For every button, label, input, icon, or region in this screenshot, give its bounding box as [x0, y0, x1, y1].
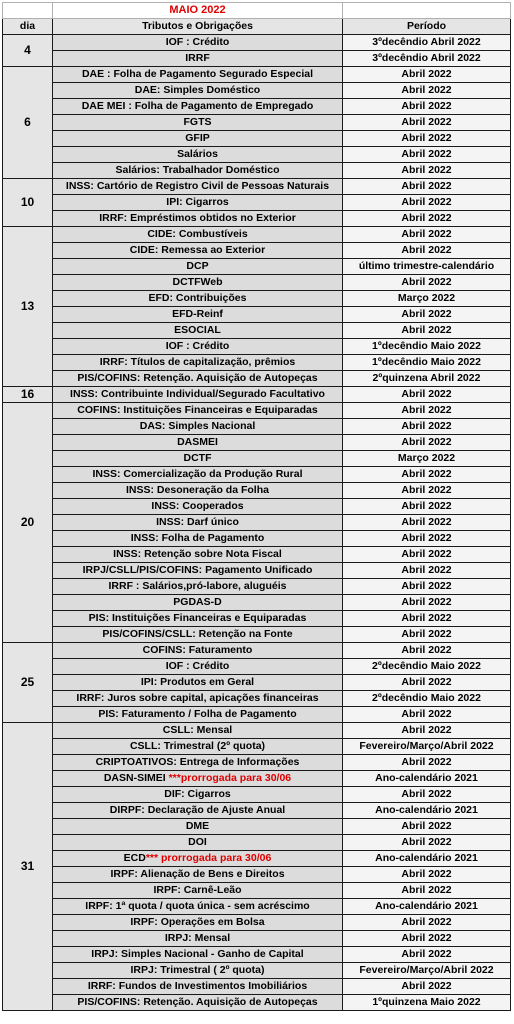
table-row [3, 835, 511, 851]
tributo-label: PIS/COFINS: Retenção. Aquisição de Autopeças [77, 372, 318, 384]
table-row [3, 755, 511, 771]
periodo-cell: Abril 2022 [343, 931, 511, 947]
calendar-sheet [2, 2, 510, 1011]
tributo-label: IPI: Cigarros [166, 196, 229, 208]
periodo-cell: Abril 2022 [343, 707, 511, 723]
tributo-label: DME [185, 820, 210, 832]
periodo-cell: Abril 2022 [343, 595, 511, 611]
day-cell: 13 [3, 227, 53, 387]
tributo-cell [53, 947, 343, 963]
table-row [3, 35, 511, 51]
tributo-cell [53, 723, 343, 739]
periodo-cell: Março 2022 [343, 451, 511, 467]
tributo-cell [53, 115, 343, 131]
tributo-label: EFD: Contribuições [148, 292, 247, 304]
periodo-cell: Abril 2022 [343, 163, 511, 179]
tributo-cell [53, 707, 343, 723]
periodo-cell: Abril 2022 [343, 67, 511, 83]
tributo-cell [53, 259, 343, 275]
table-row [3, 195, 511, 211]
periodo-cell: Abril 2022 [343, 531, 511, 547]
periodo-cell: Abril 2022 [343, 403, 511, 419]
tributo-label: IRPF: 1ª quota / quota única - sem acréscimo [85, 900, 310, 912]
header-dia: dia [3, 19, 53, 35]
tributo-label: CRIPTOATIVOS: Entrega de Informações [95, 756, 300, 768]
tributo-cell [53, 755, 343, 771]
periodo-cell: Abril 2022 [343, 115, 511, 131]
periodo-cell: Abril 2022 [343, 675, 511, 691]
day-cell: 6 [3, 67, 53, 179]
periodo-cell: Abril 2022 [343, 147, 511, 163]
tributo-cell [53, 643, 343, 659]
table-row [3, 115, 511, 131]
periodo-cell: Março 2022 [343, 291, 511, 307]
tributo-cell [53, 771, 343, 787]
tributo-cell [53, 611, 343, 627]
tributo-label: DCP [186, 260, 209, 272]
day-cell: 10 [3, 179, 53, 227]
table-row [3, 531, 511, 547]
tributo-label: DASMEI [177, 436, 218, 448]
tributo-cell [53, 659, 343, 675]
table-row [3, 899, 511, 915]
tributo-label: IRRF: Títulos de capitalização, prêmios [99, 356, 296, 368]
tributo-label: INSS: Comercialização da Produção Rural [92, 468, 303, 480]
tributo-cell [53, 563, 343, 579]
tributo-label: IRPJ: Mensal [164, 932, 231, 944]
tributo-label: GFIP [185, 132, 210, 144]
table-row [3, 483, 511, 499]
table-row [3, 387, 511, 403]
table-row [3, 211, 511, 227]
table-row [3, 915, 511, 931]
tributo-cell [53, 899, 343, 915]
tributo-label: IRPF: Carnê-Leão [153, 884, 242, 896]
periodo-cell: Abril 2022 [343, 483, 511, 499]
periodo-cell: 2ºdecêndio Maio 2022 [343, 659, 511, 675]
periodo-cell: Ano-calendário 2021 [343, 899, 511, 915]
periodo-cell: 2ºquinzena Abril 2022 [343, 371, 511, 387]
table-row [3, 675, 511, 691]
tributo-label: CIDE: Remessa ao Exterior [129, 244, 266, 256]
tributo-cell [53, 355, 343, 371]
table-row [3, 451, 511, 467]
tributo-cell [53, 371, 343, 387]
table-row [3, 403, 511, 419]
tributo-cell [53, 307, 343, 323]
tributo-cell [53, 323, 343, 339]
tributo-cell [53, 499, 343, 515]
tributo-cell [53, 163, 343, 179]
table-row [3, 307, 511, 323]
table-row [3, 419, 511, 435]
title-empty-cell [343, 3, 511, 19]
tributo-cell [53, 227, 343, 243]
tributo-cell [53, 483, 343, 499]
title-empty-cell [3, 3, 53, 19]
table-row [3, 771, 511, 787]
table-row [3, 643, 511, 659]
tributo-cell [53, 867, 343, 883]
periodo-cell: Abril 2022 [343, 467, 511, 483]
table-row [3, 291, 511, 307]
tributo-label: IRPF: Alienação de Bens e Direitos [110, 868, 285, 880]
tributo-cell [53, 627, 343, 643]
tributo-cell [53, 963, 343, 979]
tributo-label: DOI [188, 836, 207, 848]
tributo-label: PIS: Instituições Financeiras e Equiparadas [88, 612, 307, 624]
tributo-label: ESOCIAL [174, 324, 221, 336]
table-row [3, 931, 511, 947]
tributo-label: INSS: Darf único [156, 516, 239, 528]
periodo-cell: Abril 2022 [343, 195, 511, 211]
tributo-label: PIS/COFINS: Retenção. Aquisição de Autopeças [77, 996, 318, 1008]
tributo-label: COFINS: Instituições Financeiras e Equiparadas [77, 404, 318, 416]
table-row [3, 947, 511, 963]
periodo-cell: Abril 2022 [343, 627, 511, 643]
table-row [3, 131, 511, 147]
header-row [3, 19, 511, 35]
tributo-cell [53, 243, 343, 259]
table-row [3, 467, 511, 483]
table-row [3, 339, 511, 355]
periodo-cell: Abril 2022 [343, 179, 511, 195]
tributo-cell [53, 387, 343, 403]
tributo-label: INSS: Cooperados [151, 500, 244, 512]
tributo-label: DAE: Simples Doméstico [134, 84, 261, 96]
tributo-cell [53, 691, 343, 707]
periodo-cell: Abril 2022 [343, 787, 511, 803]
table-row [3, 723, 511, 739]
tributo-cell [53, 835, 343, 851]
table-row [3, 179, 511, 195]
periodo-cell: Abril 2022 [343, 99, 511, 115]
table-row [3, 547, 511, 563]
table-row [3, 995, 511, 1011]
periodo-cell: Abril 2022 [343, 131, 511, 147]
tributo-label: FGTS [183, 116, 212, 128]
periodo-cell: Abril 2022 [343, 515, 511, 531]
day-cell: 16 [3, 387, 53, 403]
tributo-label: Salários [177, 148, 218, 160]
title-row [3, 3, 511, 19]
tributo-label: IOF : Crédito [165, 660, 230, 672]
table-row [3, 627, 511, 643]
periodo-cell: Abril 2022 [343, 227, 511, 243]
tributo-cell [53, 211, 343, 227]
page-title: MAIO 2022 [53, 3, 343, 19]
tributo-label: IRRF [185, 52, 210, 64]
table-row [3, 963, 511, 979]
tributo-cell [53, 915, 343, 931]
periodo-cell: Abril 2022 [343, 563, 511, 579]
tributo-cell [53, 67, 343, 83]
tributo-label: IRPJ/CSLL/PIS/COFINS: Pagamento Unificado [82, 564, 313, 576]
tributo-cell [53, 515, 343, 531]
tributo-cell [53, 403, 343, 419]
table-row [3, 739, 511, 755]
tributo-cell [53, 99, 343, 115]
table-row [3, 803, 511, 819]
tributo-label: IRRF: Empréstimos obtidos no Exterior [99, 212, 296, 224]
tributo-cell [53, 547, 343, 563]
table-row [3, 499, 511, 515]
periodo-cell: Ano-calendário 2021 [343, 771, 511, 787]
periodo-cell: Abril 2022 [343, 867, 511, 883]
tributo-label: IRRF : Salários,pró-labore, aluguéis [108, 580, 287, 592]
periodo-cell: Abril 2022 [343, 243, 511, 259]
deadline-note: ***prorrogada para 30/06 [168, 772, 292, 784]
tributo-cell [53, 531, 343, 547]
periodo-cell: Abril 2022 [343, 883, 511, 899]
table-row [3, 979, 511, 995]
tax-calendar-table [2, 2, 511, 1011]
tributo-label: INSS: Desoneração da Folha [126, 484, 269, 496]
tributo-label: DASN-SIMEI [103, 772, 169, 784]
tributo-cell [53, 131, 343, 147]
tributo-cell [53, 675, 343, 691]
table-row [3, 819, 511, 835]
tributo-label: CSLL: Mensal [162, 724, 233, 736]
header-tributos: Tributos e Obrigações [53, 19, 343, 35]
tributo-cell [53, 819, 343, 835]
tributo-cell [53, 339, 343, 355]
table-row [3, 595, 511, 611]
table-row [3, 515, 511, 531]
tributo-cell [53, 179, 343, 195]
table-row [3, 707, 511, 723]
periodo-cell: Abril 2022 [343, 499, 511, 515]
table-row [3, 243, 511, 259]
tributo-label: IOF : Crédito [165, 340, 230, 352]
periodo-cell: Abril 2022 [343, 547, 511, 563]
periodo-cell: Abril 2022 [343, 979, 511, 995]
tributo-label: PIS/COFINS/CSLL: Retenção na Fonte [102, 628, 293, 640]
periodo-cell: Abril 2022 [343, 915, 511, 931]
periodo-cell: Abril 2022 [343, 723, 511, 739]
table-row [3, 867, 511, 883]
periodo-cell: 3ºdecêndio Abril 2022 [343, 51, 511, 67]
tributo-label: DAE : Folha de Pagamento Segurado Especial [81, 68, 314, 80]
tributo-cell [53, 851, 343, 867]
table-row [3, 51, 511, 67]
tributo-cell [53, 35, 343, 51]
table-row [3, 691, 511, 707]
tributo-label: IOF : Crédito [165, 36, 230, 48]
tributo-label: INSS: Contribuinte Individual/Segurado Facultativo [70, 388, 325, 400]
tributo-label: INSS: Retenção sobre Nota Fiscal [113, 548, 282, 560]
periodo-cell: Abril 2022 [343, 643, 511, 659]
tributo-label: INSS: Cartório de Registro Civil de Pessoas Naturais [65, 180, 330, 192]
periodo-cell: Abril 2022 [343, 611, 511, 627]
tributo-label: DIRPF: Declaração de Ajuste Anual [109, 804, 286, 816]
table-row [3, 323, 511, 339]
table-row [3, 259, 511, 275]
table-row [3, 883, 511, 899]
table-row [3, 83, 511, 99]
periodo-cell: Abril 2022 [343, 947, 511, 963]
day-cell: 31 [3, 723, 53, 1011]
periodo-cell: Abril 2022 [343, 83, 511, 99]
tributo-label: EFD-Reinf [172, 308, 223, 320]
tributo-label: DIF: Cigarros [164, 788, 231, 800]
periodo-cell: Abril 2022 [343, 755, 511, 771]
tributo-label: IRRF: Fundos de Investimentos Imobiliários [87, 980, 308, 992]
tributo-label: CSLL: Trimestral (2º quota) [129, 740, 266, 752]
tributo-label: IRPJ: Trimestral ( 2º quota) [130, 964, 265, 976]
deadline-note: *** prorrogada para 30/06 [145, 852, 272, 864]
periodo-cell: 1ºdecêndio Maio 2022 [343, 339, 511, 355]
periodo-cell: Abril 2022 [343, 419, 511, 435]
tributo-label: DCTF [183, 452, 212, 464]
periodo-cell: 1ºdecêndio Maio 2022 [343, 355, 511, 371]
table-row [3, 787, 511, 803]
tributo-label: COFINS: Faturamento [142, 644, 253, 656]
tributo-label: IPI: Produtos em Geral [140, 676, 255, 688]
tributo-label: IRPF: Operações em Bolsa [130, 916, 265, 928]
tributo-label: Salários: Trabalhador Doméstico [115, 164, 280, 176]
tributo-cell [53, 451, 343, 467]
tributo-cell [53, 195, 343, 211]
periodo-cell: Abril 2022 [343, 819, 511, 835]
tributo-cell [53, 435, 343, 451]
tributo-cell [53, 787, 343, 803]
tributo-label: ECD [123, 852, 146, 864]
tributo-cell [53, 595, 343, 611]
periodo-cell: Abril 2022 [343, 211, 511, 227]
table-row [3, 659, 511, 675]
periodo-cell: último trimestre-calendário [343, 259, 511, 275]
tributo-cell [53, 275, 343, 291]
tributo-cell [53, 979, 343, 995]
periodo-cell: Ano-calendário 2021 [343, 803, 511, 819]
tributo-label: INSS: Folha de Pagamento [130, 532, 265, 544]
periodo-cell: Abril 2022 [343, 835, 511, 851]
tributo-label: IRRF: Juros sobre capital, apicações financeiras [76, 692, 319, 704]
day-cell: 25 [3, 643, 53, 723]
tributo-cell [53, 83, 343, 99]
table-row [3, 163, 511, 179]
periodo-cell: 1ºquinzena Maio 2022 [343, 995, 511, 1011]
tributo-label: CIDE: Combustíveis [147, 228, 248, 240]
table-row [3, 67, 511, 83]
periodo-cell: Fevereiro/Março/Abril 2022 [343, 739, 511, 755]
table-row [3, 563, 511, 579]
periodo-cell: 2ºdecêndio Maio 2022 [343, 691, 511, 707]
tributo-cell [53, 803, 343, 819]
tributo-cell [53, 995, 343, 1011]
table-row [3, 851, 511, 867]
periodo-cell: Abril 2022 [343, 307, 511, 323]
periodo-cell: Ano-calendário 2021 [343, 851, 511, 867]
periodo-cell: 3ºdecêndio Abril 2022 [343, 35, 511, 51]
tributo-label: DAS: Simples Nacional [139, 420, 256, 432]
table-row [3, 611, 511, 627]
tributo-label: DAE MEI : Folha de Pagamento de Empregado [81, 100, 314, 112]
periodo-cell: Abril 2022 [343, 435, 511, 451]
tributo-cell [53, 579, 343, 595]
periodo-cell: Fevereiro/Março/Abril 2022 [343, 963, 511, 979]
tributo-cell [53, 739, 343, 755]
day-cell: 20 [3, 403, 53, 643]
table-row [3, 579, 511, 595]
table-row [3, 147, 511, 163]
day-cell: 4 [3, 35, 53, 67]
tributo-label: DCTFWeb [172, 276, 223, 288]
table-row [3, 355, 511, 371]
tributo-cell [53, 467, 343, 483]
periodo-cell: Abril 2022 [343, 579, 511, 595]
tributo-label: PIS: Faturamento / Folha de Pagamento [98, 708, 297, 720]
tributo-cell [53, 147, 343, 163]
header-periodo: Período [343, 19, 511, 35]
periodo-cell: Abril 2022 [343, 275, 511, 291]
table-row [3, 227, 511, 243]
table-row [3, 99, 511, 115]
tributo-cell [53, 291, 343, 307]
tributo-label: IRPJ: Simples Nacional - Ganho de Capital [91, 948, 304, 960]
tributo-cell [53, 419, 343, 435]
periodo-cell: Abril 2022 [343, 387, 511, 403]
table-row [3, 371, 511, 387]
table-row [3, 435, 511, 451]
periodo-cell: Abril 2022 [343, 323, 511, 339]
tributo-cell [53, 883, 343, 899]
table-row [3, 275, 511, 291]
tributo-label: PGDAS-D [173, 596, 222, 608]
tributo-cell [53, 51, 343, 67]
table-body [3, 3, 511, 1011]
tributo-cell [53, 931, 343, 947]
